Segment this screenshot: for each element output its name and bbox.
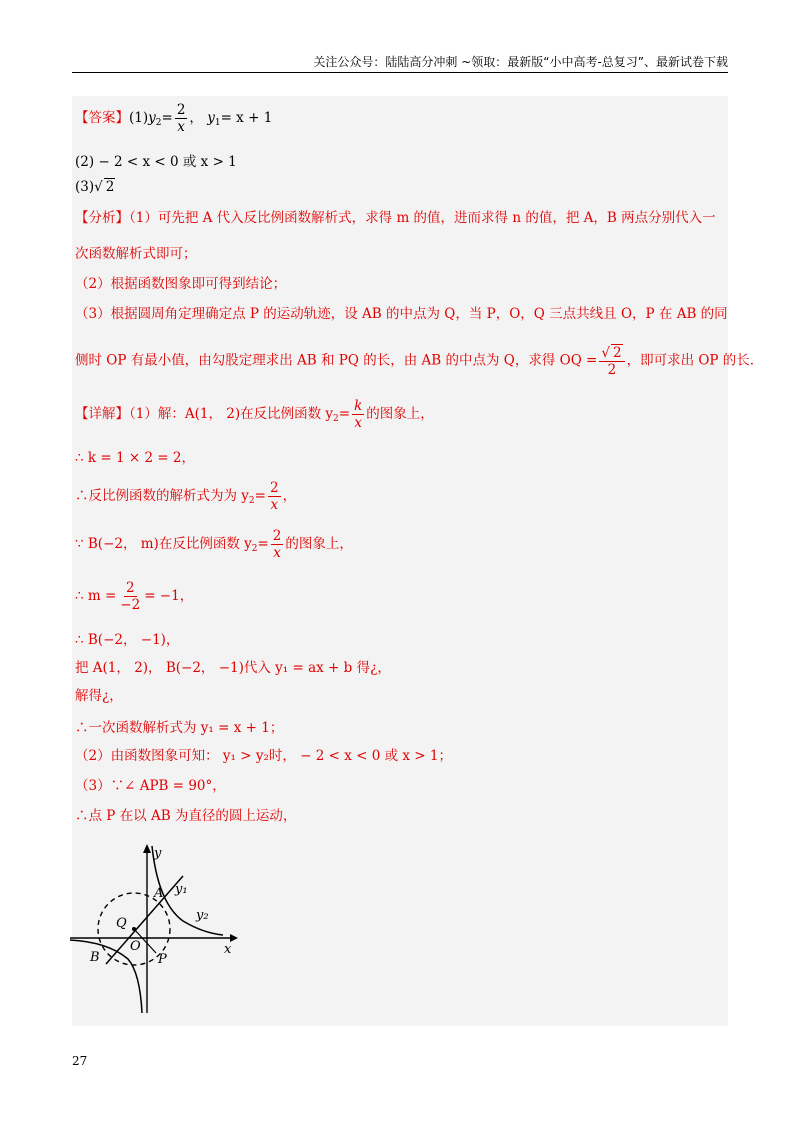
fraction: $\frac{2}{-2}$: [120, 580, 141, 613]
analysis-line-3: （2）根据函数图象即可得到结论；: [75, 276, 287, 292]
analysis-line-1: 【分析】（1）可先把 A 代入反比例函数解析式，求得 m 的值，进而求得 n 的值，把 A，B 两点分别代入一: [75, 210, 716, 226]
detail-line-3: ∴反比例函数的解析式为为 $y_2=$ $\frac{2}{x}$ ，: [75, 480, 297, 513]
detail-line-8: 解得¿，: [75, 688, 123, 704]
detail-line-6: ∴ B(−2， −1)，: [75, 632, 180, 648]
analysis-line-2: 次函数解析式即可；: [75, 246, 197, 262]
point-q: [132, 927, 136, 931]
label-y2: y₂: [196, 908, 209, 923]
label-b: B: [90, 950, 100, 965]
y-axis-arrow: [143, 844, 151, 853]
detail-line-12: ∴点 P 在以 AB 为直径的圆上运动，: [75, 808, 297, 824]
function-graph-figure: [68, 841, 258, 1021]
fraction: $\frac{2}{x}$: [176, 102, 186, 135]
page-number: 27: [72, 1054, 88, 1068]
answer-line-3: (3)√ 2: [75, 179, 115, 195]
analysis-line-4: （3）根据圆周角定理确定点 P 的运动轨迹，设 AB 的中点为 Q，当 P，O，Q 三点共线且 O，P 在 AB 的同: [75, 306, 728, 322]
label-p: P: [158, 952, 167, 967]
fraction: $\frac{√ 2}{2}$: [599, 344, 624, 378]
answer-line-1: 【答案】$(1)y_2=$ $\frac{2}{x}$ ， $y_1= x + 1$: [75, 102, 273, 135]
detail-line-5: ∴ m = $\frac{2}{-2}$ = −1，: [75, 580, 194, 613]
label-o: O: [130, 939, 141, 954]
solution-block: [72, 96, 755, 1026]
detail-line-9: ∴一次函数解析式为 y₁ = x + 1；: [75, 720, 284, 736]
analysis-line-5: 侧时 OP 有最小值，由勾股定理求出 AB 和 PQ 的长，由 AB 的中点为 Q，求得 OQ = $\frac{√ 2}{2}$ ，即可求出 OP 的长.: [75, 345, 755, 378]
detail-line-7: 把 A(1， 2)， B(−2， −1)代入 y₁ = ax + b 得¿，: [75, 660, 391, 676]
x-axis-arrow: [230, 934, 238, 942]
fraction: $\frac{k}{x}$: [354, 398, 363, 431]
label-q: Q: [116, 916, 127, 931]
answer-line-2: (2) − 2 < x < 0 或 x > 1: [75, 154, 237, 170]
fraction: $\frac{2}{x}$: [269, 480, 279, 513]
detail-line-11: （3）∵∠ APB = 90°，: [75, 778, 226, 794]
fraction: $\frac{2}{x}$: [272, 528, 282, 561]
detail-line-1: 【详解】（1）解：A(1， 2)在反比例函数 $y_2=$ $\frac{k}{x}$ 的图象上，: [75, 398, 434, 431]
label-y: y: [154, 846, 162, 861]
detail-line-2: ∴ k = 1 × 2 = 2，: [75, 450, 196, 466]
label-y1: y₁: [175, 882, 188, 897]
page-header: 关注公众号：陆陆高分冲刺 ~领取：最新版“小中高考-总复习”、最新试卷下载: [72, 54, 728, 73]
detail-line-4: ∵ B(−2， m)在反比例函数 $y_2=$ $\frac{2}{x}$ 的图象上，: [75, 528, 353, 561]
label-x: x: [224, 942, 232, 957]
label-a: A: [154, 886, 164, 901]
detail-line-10: （2）由函数图象可知： y₁ > y₂时， − 2 < x < 0 或 x > 1；: [75, 748, 453, 764]
